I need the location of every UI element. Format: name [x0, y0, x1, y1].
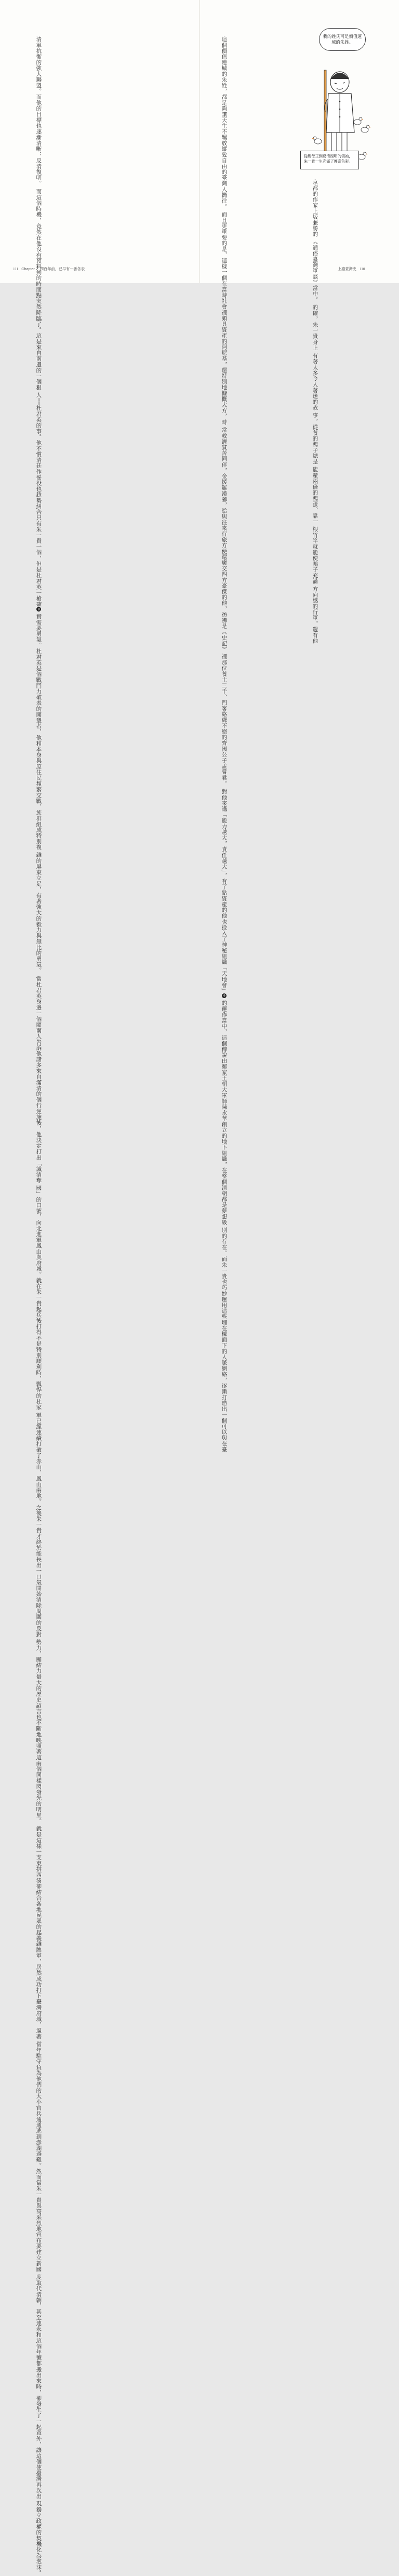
speech-bubble: 我的姓氏可是價值連城的朱姓。: [319, 28, 366, 51]
right-page-body: [221, 36, 229, 1452]
left-page-body: [35, 36, 44, 2576]
right-lower-line-4: 有著太多令人著迷的故: [312, 352, 318, 410]
right-line-5: 對他來講「能力越大，責任越大」，有了點資產的他也投入了神秘組織「天地會」9: [221, 788, 228, 998]
running-head: 上瘾臺灣史: [338, 267, 356, 271]
left-line-10: 就是這樣一支東拼西湊卻結合各地民眾的起義雜牌軍，居然成功打下臺灣府城，逼著: [35, 1825, 42, 2039]
left-line-6: 當杜君英身邊一個閩南人告訴他諸多來自滿清的個行逆施後，他決定打出「滅清奪: [35, 975, 42, 1184]
chapter-title: 四百年前，已早有一番各表: [39, 267, 85, 271]
left-folio: [13, 267, 85, 272]
right-line-3: 常救濟貧苦同伴，金援羅漢腳，給與往來行旅方便還廣交四方豪傑的他，彷彿是《史記》: [221, 427, 228, 652]
left-line-7: 國」的口號，向北進軍鳳山與府城。就在朱一貴起兵後打得不是特別順利時，瓢悍的杜家: [35, 1185, 42, 1411]
right-page-number: 110: [359, 267, 365, 271]
left-line-4: 實需要勇氣。杜君英是個戰鬥力破表的開墾者，他和本身與原住民頻繁交戰、族群組成特別複: [35, 614, 42, 851]
right-lower-line-1: 京都的作家上坂兼勝的: [312, 179, 318, 237]
right-page-body-lower: [312, 179, 320, 644]
left-line-5: 雜的屏東立足，有著強大的毅力與無比的勇氣。: [35, 852, 42, 974]
right-lower-line-2: 《通俗臺灣軍談》當中。: [312, 238, 318, 303]
chapter-label: Chapter 2: [21, 267, 38, 271]
left-line-1: 清軍抗衡的強大聯盟。而他的目標也逐漸清晰：反清復明。: [35, 36, 42, 187]
right-line-7: 別的存在。而朱一貴也巧妙運用這些埋在檯面下的人脈網絡，逐漸打造出一個可以與在臺: [221, 1227, 228, 1452]
hair-icon: [330, 73, 349, 79]
robe-icon: [326, 94, 354, 132]
right-lower-line-3: 的確，朱一貴身上: [312, 304, 318, 351]
right-line-2: 而且更重要的是，這樣一個在當時社會裡頗具資產的阿尼基，還特別地慷慨大方，時: [221, 211, 228, 425]
right-lower-line-8: 方向感的行軍，還有他: [312, 586, 318, 644]
right-line-4: 裡那位養士三千、門客絡繹不絕的齊國公子孟嘗君。: [221, 654, 228, 787]
right-lower-line-7: 根竹竿就能使鴨子充滿: [312, 526, 318, 584]
right-lower-line-5: 事，從養的鴨子總是: [312, 412, 318, 464]
gutter: [199, 0, 200, 283]
right-lower-line-6: 能產兩倍的鴨蛋、靠一: [312, 466, 318, 524]
right-line-6: 的運作當中，這個傳說由鄭家王朝大軍師陳永華創立的地下組織，在整個清朝都是夢想級: [221, 1000, 228, 1225]
footnote-mark-9: 9: [222, 993, 227, 998]
left-line-2: 而這個時機，竟然在他沒有預料到的時間點突然降臨了。這是來自南邊的一個狠: [35, 188, 42, 391]
left-line-13: 現獨立政權的契機化為泡沫。: [35, 2501, 42, 2576]
left-page-number: 111: [13, 267, 19, 271]
left-line-9: 勢力，團結力量大的歷史諺言也不斷地映照著這兩個同樣閃發光的明星。: [35, 1639, 42, 1824]
staff-icon: [324, 70, 326, 158]
left-line-8: 軍已經連續打破了赤山、鳳山兩地。之後朱一貴才終於能長出一口氣開始清除周圍的反對: [35, 1412, 42, 1637]
left-line-3: 人──杜君英的事。他不慣清廷作徭役也趁勢糾合只有朱一貴一個，但是杜君英一槍確8: [35, 392, 42, 611]
left-line-12: 度取代清朝，甚至連永和這個年號都搬出來時，卻發生了一起意外，讓這個使臺灣再次出: [35, 2274, 42, 2499]
illustration-caption: 從鴨母王到反清復明的領袖，朱一貴一生充滿了傳奇色彩。: [300, 151, 359, 169]
left-line-11: 當年駐守負為他們的大小官兵通通逃到澎湖避難。然而當朱一貴與高采烈地宣布要建立新國: [35, 2041, 42, 2272]
right-line-1: 這個價值連城的朱姓，都足夠讓天生不羈放縱愛自由的臺灣人嚮往。: [221, 36, 228, 209]
footnote-mark-8: 8: [36, 607, 41, 612]
right-folio: [338, 267, 365, 272]
